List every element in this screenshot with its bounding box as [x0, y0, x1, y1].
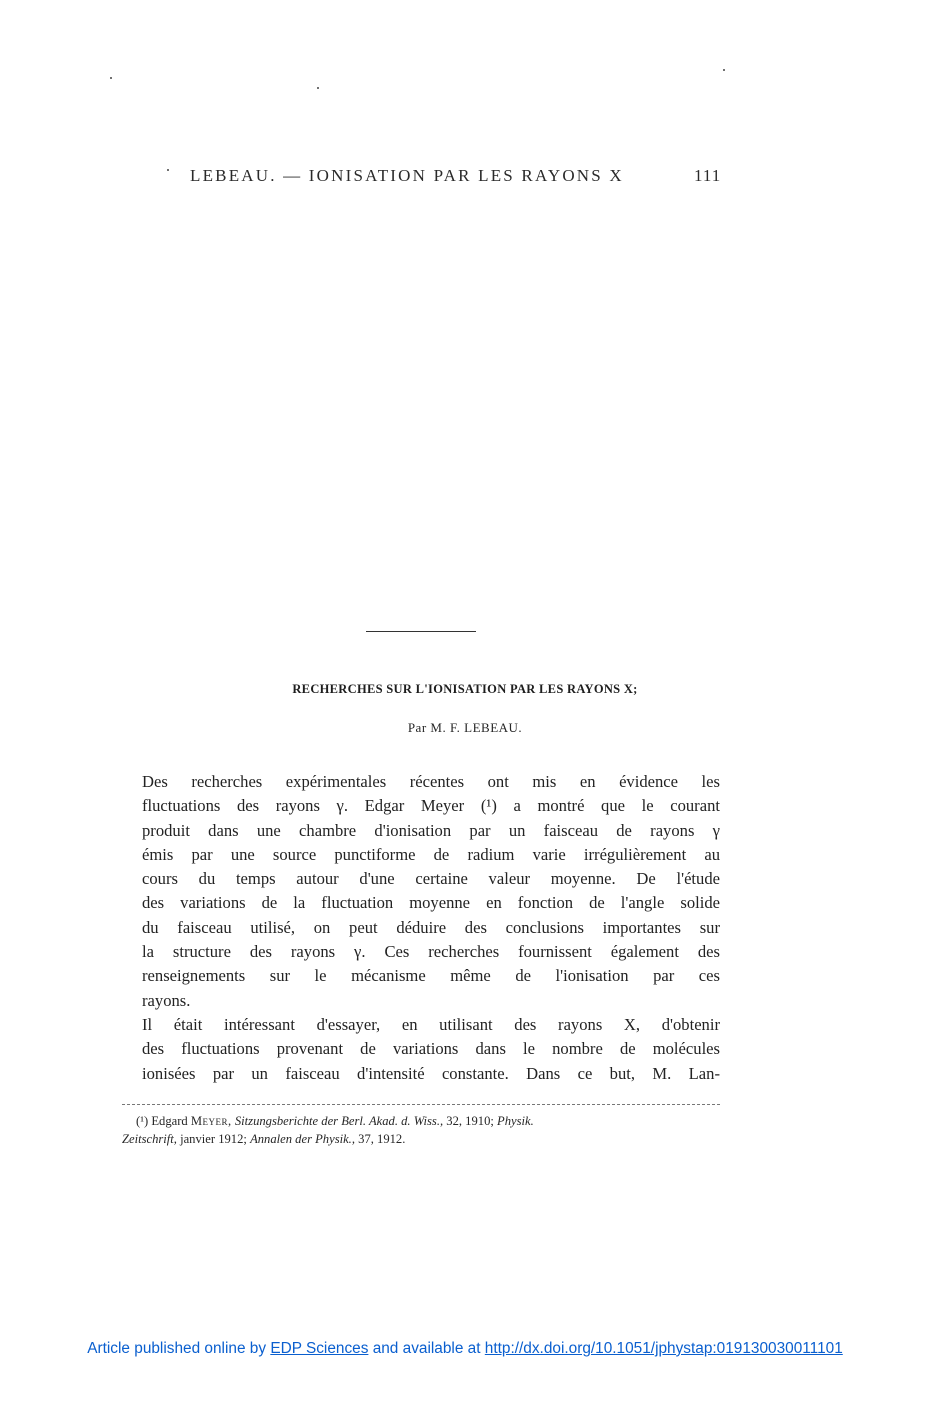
- text-line: cours du temps autour d'une certaine valeur moyenne. De l'étude: [142, 869, 720, 889]
- text-line: Il était intéressant d'essayer, en utilisant des rayons X, d'obtenir: [142, 1015, 720, 1034]
- text-line: des variations de la fluctuation moyenne en fonction de l'angle solide: [142, 893, 720, 913]
- publisher-note: [0, 1340, 930, 1358]
- text-line: fluctuations des rayons γ. Edgar Meyer (¹) a montré que le courant: [142, 796, 720, 816]
- footnote-source: Sitzungsberichte der Berl. Akad. d. Wiss.,: [234, 1114, 444, 1128]
- text-line: Des recherches expérimentales récentes ont mis en évidence les: [142, 772, 720, 791]
- text-line: rayons.: [142, 990, 191, 1010]
- text-line: produit dans une chambre d'ionisation par un faisceau de rayons γ: [142, 820, 720, 840]
- footnote-reference: 37, 1912.: [358, 1132, 406, 1146]
- text-line: du faisceau utilisé, on peut déduire des conclusions importantes sur: [142, 917, 720, 937]
- footnote-separator: [122, 1104, 720, 1105]
- footnote-source: Physik.: [497, 1114, 534, 1128]
- section-separator-rule: [366, 631, 476, 632]
- footnote-reference: janvier 1912;: [180, 1132, 247, 1146]
- scan-speck: [167, 169, 169, 171]
- doi-link[interactable]: http://dx.doi.org/10.1051/jphystap:019130030011101: [484, 1340, 843, 1357]
- paragraph: [122, 1013, 720, 1086]
- text-line: renseignements sur le mécanisme même de l'ionisation par ces: [142, 966, 720, 986]
- paragraph: [122, 770, 720, 1013]
- footnote-marker: (¹): [136, 1114, 149, 1128]
- footnote-line: [122, 1112, 720, 1130]
- footnote-author-first: Edgard: [151, 1114, 188, 1128]
- article-byline: Par M. F. LEBEAU.: [407, 720, 523, 735]
- footnote: [122, 1112, 720, 1148]
- footnote-line: [122, 1130, 720, 1148]
- publisher-note-middle: and available at: [372, 1340, 481, 1357]
- text-line: des fluctuations provenant de variations dans le nombre de molécules: [142, 1039, 720, 1059]
- article-body: [122, 770, 720, 1086]
- running-title: LEBEAU. — IONISATION PAR LES RAYONS X: [190, 166, 624, 185]
- text-line: la structure des rayons γ. Ces recherches fournissent également des: [142, 942, 720, 962]
- publisher-note-prefix: Article published online by: [87, 1340, 267, 1357]
- footnote-reference: 32, 1910;: [446, 1114, 494, 1128]
- publisher-link[interactable]: EDP Sciences: [270, 1340, 369, 1357]
- running-head: [190, 166, 730, 186]
- footnote-source: Annalen der Physik.,: [250, 1132, 355, 1146]
- text-line: émis par une source punctiforme de radium varie irrégulièrement au: [142, 844, 720, 864]
- scan-speck: [317, 87, 319, 89]
- text-line: ionisées par un faisceau d'intensité constante. Dans ce but, M. Lan-: [142, 1063, 720, 1083]
- page-number: 111: [694, 166, 722, 185]
- article-title: RECHERCHES SUR L'IONISATION PAR LES RAYONS X;: [292, 682, 638, 696]
- scan-speck: [723, 69, 725, 71]
- footnote-author-last: Meyer,: [190, 1114, 232, 1128]
- footnote-source: Zeitschrift,: [122, 1132, 177, 1146]
- scan-speck: [110, 77, 112, 79]
